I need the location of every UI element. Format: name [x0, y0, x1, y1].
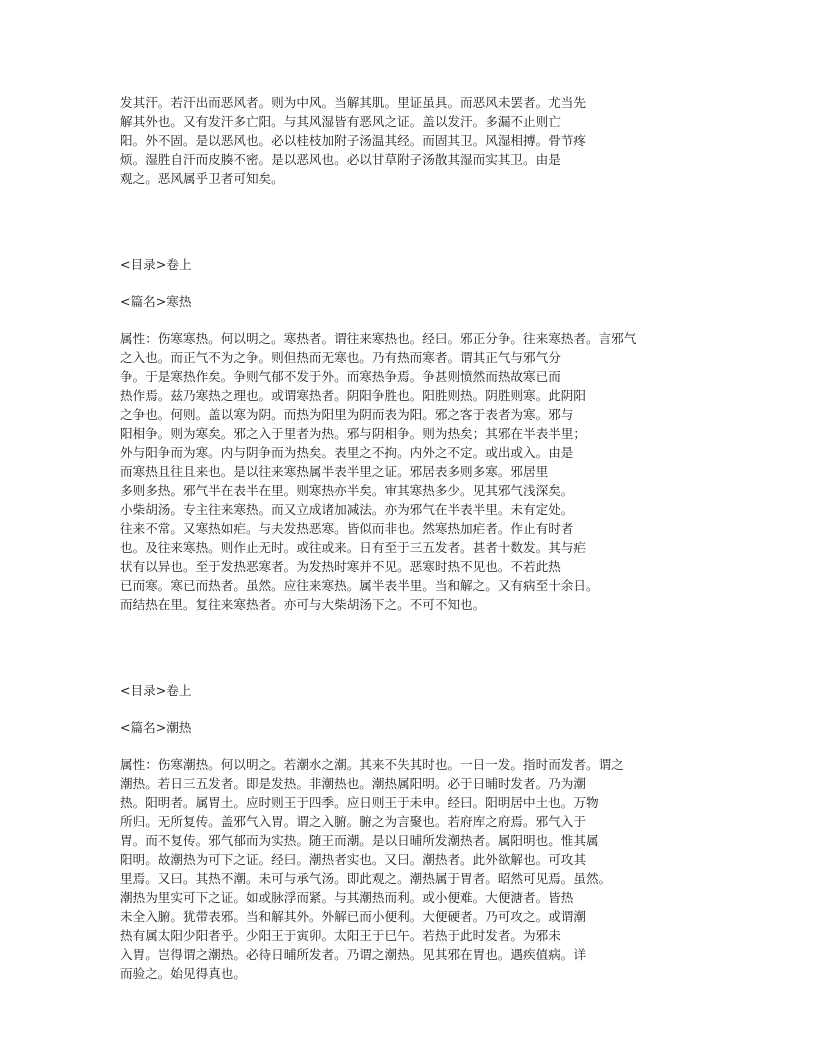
catalog-heading: <目录>卷上 [120, 683, 192, 698]
text-line: 潮热为里实可下之证。如或脉浮而紧。与其潮热而利。或小便难。大便溏者。皆热 [120, 890, 574, 905]
section-3-paragraph [120, 755, 720, 983]
text-line: 胃。而不复传。邪气郁而为实热。随王而潮。是以日晡所发潮热者。属阳明也。惟其属 [120, 833, 599, 848]
text-line: 也。及往来寒热。则作止无时。或往或来。日有至于三五发者。甚者十数发。其与疟 [120, 540, 586, 555]
text-line: 热有属太阳少阳者乎。少阳王于寅卯。太阳王于巳午。若热于此时发者。为邪未 [120, 928, 561, 943]
text-line: 之入也。而正气不为之争。则但热而无寒也。乃有热而寒者。谓其正气与邪气分 [120, 350, 561, 365]
chapter-title: <篇名>寒热 [120, 294, 192, 309]
text-line: 而验之。始见得真也。 [120, 966, 246, 981]
text-line: 而结热在里。复往来寒热者。亦可与大柴胡汤下之。不可不知也。 [120, 597, 486, 612]
text-line: 里焉。又曰。其热不潮。未可与承气汤。即此观之。潮热属于胃者。昭然可见焉。虽然。 [120, 871, 612, 886]
text-line: 状有以异也。至于发热恶寒者。为发热时寒并不见。恶寒时热不见也。不若此热 [120, 559, 561, 574]
text-line: 已而寒。寒已而热者。虽然。应往来寒热。属半表半里。当和解之。又有病至十余日。 [120, 578, 599, 593]
text-line: 往来不常。又寒热如疟。与夫发热恶寒。皆似而非也。然寒热加疟者。作止有时者 [120, 521, 574, 536]
text-line: 热作焉。兹乃寒热之理也。或谓寒热者。阴阳争胜也。阳胜则热。阴胜则寒。此阴阳 [120, 388, 586, 403]
section-2-paragraph [120, 329, 720, 614]
text-line: 而寒热且往且来也。是以往来寒热属半表半里之证。邪居表多则多寒。邪居里 [120, 464, 549, 479]
text-line: 属性：伤寒潮热。何以明之。若潮水之潮。其来不失其时也。一日一发。指时而发者。谓之 [120, 757, 624, 772]
text-line: 外与阳争而为寒。内与阴争而为热矣。表里之不拘。内外之不定。或出或入。由是 [120, 445, 574, 460]
text-line: 所归。无所复传。盖邪气入胃。谓之入腑。腑之为言聚也。若府库之府焉。邪气入于 [120, 814, 586, 829]
section-1-paragraph [120, 93, 720, 188]
text-line: 观之。恶风属乎卫者可知矣。 [120, 171, 284, 186]
text-line: 烦。湿胜自汗而皮腠不密。是以恶风也。必以甘草附子汤散其湿而实其卫。由是 [120, 152, 561, 167]
text-line: 热。阳明者。属胃土。应时则王于四季。应日则王于未申。经曰。阳明居中土也。万物 [120, 795, 599, 810]
text-line: 之争也。何则。盖以寒为阴。而热为阳里为阴而表为阳。邪之客于表者为寒。邪与 [120, 407, 574, 422]
text-line: 解其外也。又有发汗多亡阳。与其风湿皆有恶风之证。盖以发汗。多漏不止则亡 [120, 114, 561, 129]
text-line: 小柴胡汤。专主往来寒热。而又立成诸加减法。亦为邪气在半表半里。未有定处。 [120, 502, 574, 517]
text-line: 属性：伤寒寒热。何以明之。寒热者。谓往来寒热也。经曰。邪正分争。往来寒热者。言邪气 [120, 331, 637, 346]
text-line: 阳相争。则为寒矣。邪之入于里者为热。邪与阴相争。则为热矣；其邪在半表半里； [120, 426, 586, 441]
text-line: 阳。外不固。是以恶风也。必以桂枝加附子汤温其经。而固其卫。风湿相搏。骨节疼 [120, 133, 586, 148]
text-line: 潮热。若日三五发者。即是发热。非潮热也。潮热属阳明。必于日晡时发者。乃为潮 [120, 776, 586, 791]
text-line: 未全入腑。犹带表邪。当和解其外。外解已而小便利。大便硬者。乃可攻之。或谓潮 [120, 909, 586, 924]
page-content [120, 93, 720, 983]
chapter-title: <篇名>潮热 [120, 720, 192, 735]
catalog-heading: <目录>卷上 [120, 257, 192, 272]
text-line: 争。于是寒热作矣。争则气郁不发于外。而寒热争焉。争甚则愤然而热故寒已而 [120, 369, 561, 384]
text-line: 多则多热。邪气半在表半在里。则寒热亦半矣。审其寒热多少。见其邪气浅深矣。 [120, 483, 574, 498]
text-line: 发其汗。若汗出而恶风者。则为中风。当解其肌。里证虽具。而恶风未罢者。尤当先 [120, 95, 586, 110]
text-line: 阳明。故潮热为可下之证。经曰。潮热者实也。又曰。潮热者。此外欲解也。可攻其 [120, 852, 586, 867]
text-line: 入胃。岂得谓之潮热。必待日晡所发者。乃谓之潮热。见其邪在胃也。遇疾值病。详 [120, 947, 586, 962]
